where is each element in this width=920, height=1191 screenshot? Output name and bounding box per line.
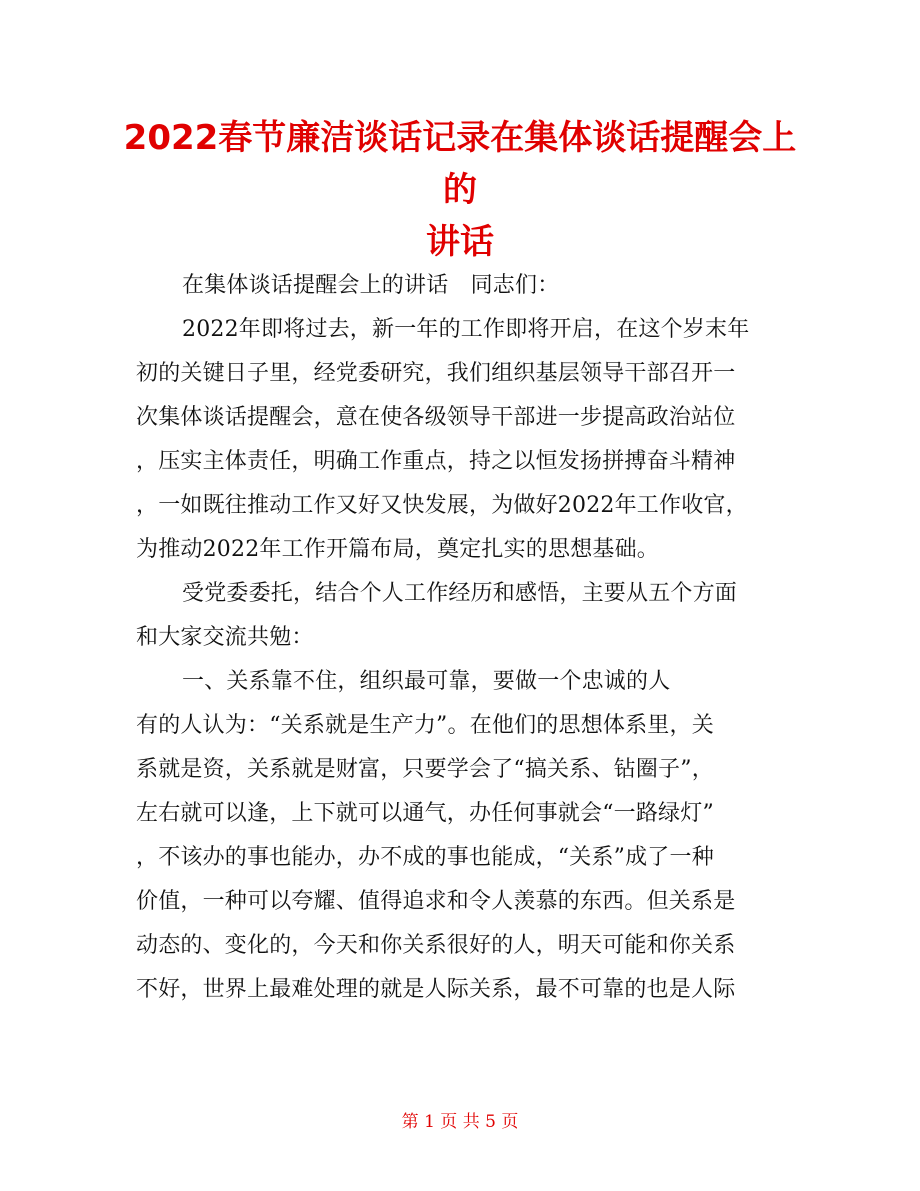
body-line: 左右就可以逢，上下就可以通气，办任何事就会“一路绿灯”	[136, 801, 714, 826]
body-line: 2022年即将过去，新一年的工作即将开启，在这个岁末年	[182, 317, 750, 342]
page-footer: 第 1 页 共 5 页	[401, 1112, 519, 1132]
body-line: 次集体谈话提醒会，意在使各级领导干部进一步提高政治站位	[136, 405, 736, 430]
body-line: 动态的、变化的，今天和你关系很好的人，明天可能和你关系	[136, 933, 736, 958]
body-line: 不好，世界上最难处理的就是人际关系，最不可靠的也是人际	[136, 977, 736, 1002]
body-line: 在集体谈话提醒会上的讲话 同志们：	[182, 273, 560, 298]
body-line: ，不该办的事也能办，办不成的事也能成，“关系”成了一种	[136, 845, 714, 870]
title-line-1: 2022春节廉洁谈话记录在集体谈话提醒会上的	[123, 118, 797, 210]
document-body	[136, 264, 796, 1012]
section-heading: 一、关系靠不住，组织最可靠，要做一个忠诚的人	[182, 669, 671, 694]
body-line: 为推动2022年工作开篇布局，奠定扎实的思想基础。	[136, 537, 659, 562]
body-line: ，压实主体责任，明确工作重点，持之以恒发扬拼搏奋斗精神	[136, 449, 736, 474]
body-line: 系就是资，关系就是财富，只要学会了“搞关系、钻圈子”，	[136, 757, 714, 782]
body-line: 受党委委托，结合个人工作经历和感悟，主要从五个方面	[182, 581, 738, 606]
body-line: ，一如既往推动工作又好又快发展，为做好2022年工作收官，	[136, 493, 748, 518]
body-line: 价值，一种可以夸耀、值得追求和令人羡慕的东西。但关系是	[136, 889, 736, 914]
body-line: 初的关键日子里，经党委研究，我们组织基层领导干部召开一	[136, 361, 736, 386]
document-title	[120, 112, 800, 268]
body-line: 有的人认为：“关系就是生产力”。在他们的思想体系里，关	[136, 713, 714, 738]
title-line-2: 讲话	[426, 222, 494, 262]
body-line: 和大家交流共勉：	[136, 625, 314, 650]
